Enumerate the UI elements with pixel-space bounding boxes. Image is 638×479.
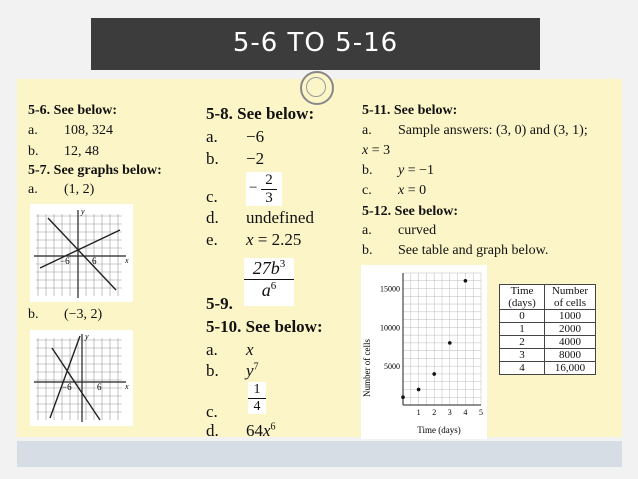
p59-denominator: a — [261, 280, 271, 300]
table-cell: 1 — [500, 323, 545, 336]
x-tick-label: 1 — [416, 408, 421, 417]
problem-5-11a-label: a. — [362, 123, 372, 138]
table-cell: 1000 — [545, 310, 596, 323]
problem-5-6b-answer: 12, 48 — [64, 144, 99, 159]
problem-5-8b-label: b. — [206, 149, 219, 168]
problem-5-8c-fraction — [246, 172, 282, 206]
graph-5-7a-tick-neg: −6 — [60, 256, 70, 266]
problem-5-12a-label: a. — [362, 223, 372, 238]
graph-5-7a-y-label: y — [81, 207, 85, 216]
fraction-denominator: 4 — [253, 399, 261, 414]
problem-5-6b-label: b. — [28, 144, 39, 159]
x-tick-label: 5 — [479, 408, 483, 417]
table-cell: 2 — [500, 336, 545, 349]
table-cell: 4000 — [545, 336, 596, 349]
problem-5-8a-answer: −6 — [246, 127, 265, 146]
problem-5-10d-answer: $64x^6$ — [246, 421, 276, 440]
chart-x-axis-label: Time (days) — [417, 425, 461, 435]
problem-5-8b-answer: −2 — [246, 149, 265, 168]
problem-5-11b-label: b. — [362, 163, 373, 178]
problem-5-8d-label: d. — [206, 208, 219, 227]
problem-5-10c-fraction — [248, 382, 266, 414]
p59-denominator-exp: 6 — [270, 280, 277, 292]
table-row — [500, 323, 596, 336]
x-tick-label: 3 — [447, 408, 452, 417]
graph-5-7a-x-label: x — [125, 256, 129, 265]
bottom-strip — [17, 441, 622, 467]
problem-5-6a-answer: 108, 324 — [64, 123, 113, 138]
graph-5-7b-tick-neg: −6 — [62, 382, 72, 392]
graph-5-7b-tick-pos: 6 — [97, 382, 102, 392]
table-row — [500, 362, 596, 375]
slide-title: 5-6 TO 5-16 — [232, 28, 399, 58]
cells-table — [499, 284, 596, 375]
graph-5-7b — [30, 330, 133, 426]
graph-5-7a — [30, 204, 133, 302]
problem-5-10b-answer: $y^7$ — [246, 361, 259, 380]
problem-5-10b-label: b. — [206, 361, 219, 380]
problem-5-8d-answer: undefined — [246, 208, 314, 227]
x-tick-label: 2 — [432, 408, 437, 417]
problem-5-6a-label: a. — [28, 123, 38, 138]
fraction-minus: − — [249, 180, 258, 196]
chart-grid — [403, 273, 481, 405]
table-header-time: Time (days) — [500, 285, 545, 310]
problem-5-10c-label: c. — [206, 402, 218, 421]
table-cell: 8000 — [545, 349, 596, 362]
table-cell: 0 — [500, 310, 545, 323]
data-point — [432, 372, 436, 376]
problem-5-12b-label: b. — [362, 243, 373, 258]
table-cell: 3 — [500, 349, 545, 362]
y-tick-label: 5000 — [384, 362, 400, 372]
chart-y-axis-label: Number of cells — [362, 339, 372, 397]
problem-5-12-heading: 5-12. See below: — [362, 204, 459, 219]
problem-5-10a-label: a. — [206, 340, 218, 359]
problem-5-7-heading: 5-7. See graphs below: — [28, 163, 162, 178]
table-row — [500, 310, 596, 323]
data-point — [417, 388, 421, 392]
graph-5-7a-tick-pos: 6 — [92, 256, 97, 266]
y-tick-label: 10000 — [380, 323, 400, 333]
y-tick-label: 15000 — [380, 284, 400, 294]
problem-5-6-heading: 5-6. See below: — [28, 103, 118, 118]
graph-5-7b-x-label: x — [125, 382, 129, 391]
problem-5-11c-label: c. — [362, 183, 372, 198]
problem-5-8a-label: a. — [206, 127, 218, 146]
problem-5-9-fraction — [244, 258, 294, 306]
p59-numerator: 27b — [252, 258, 280, 278]
problem-5-9-heading: 5-9. — [206, 294, 233, 313]
problem-5-12a-answer: curved — [398, 223, 437, 238]
problem-5-7a-label: a. — [28, 182, 38, 197]
table-cell: 2000 — [545, 323, 596, 336]
problem-5-11c-answer: x = 0 — [398, 183, 427, 198]
ring-ornament-icon — [300, 71, 334, 105]
table-row — [500, 349, 596, 362]
chart-axes — [380, 273, 483, 417]
problem-5-7b-answer: (−3, 2) — [64, 307, 103, 322]
problem-5-12b-answer: See table and graph below. — [398, 243, 549, 258]
table-cell: 16,000 — [545, 362, 596, 375]
fraction-numerator: 2 — [261, 172, 277, 190]
p59-numerator-exp: 3 — [279, 258, 286, 270]
problem-5-8e-answer: x = 2.25 — [246, 230, 302, 249]
problem-5-11b-answer: y = −1 — [398, 163, 435, 178]
title-box — [91, 18, 540, 70]
problem-5-10a-answer: x — [246, 340, 254, 359]
fraction-denominator: 3 — [265, 190, 273, 206]
graph-5-7b-y-label: y — [85, 332, 89, 341]
problem-5-8e-label: e. — [206, 230, 218, 249]
problem-5-11a-continued: x = 3 — [362, 143, 391, 158]
problem-5-8c-label: c. — [206, 187, 218, 206]
table-row — [500, 336, 596, 349]
data-point — [448, 341, 452, 345]
cells-chart — [361, 265, 487, 439]
fraction-numerator: 1 — [248, 382, 266, 399]
data-point — [464, 279, 468, 283]
table-cell: 4 — [500, 362, 545, 375]
problem-5-10d-label: d. — [206, 421, 219, 440]
problem-5-7a-answer: (1, 2) — [64, 182, 95, 197]
problem-5-11a-answer: Sample answers: (3, 0) and (3, 1); — [398, 123, 588, 138]
problem-5-11-heading: 5-11. See below: — [362, 103, 458, 118]
problem-5-10-heading: 5-10. See below: — [206, 317, 323, 336]
problem-5-8-heading: 5-8. See below: — [206, 104, 315, 123]
data-point — [401, 395, 405, 399]
table-header-row — [500, 285, 596, 310]
problem-5-7b-label: b. — [28, 307, 39, 322]
x-tick-label: 4 — [463, 408, 468, 417]
table-header-cells: Number of cells — [545, 285, 596, 310]
